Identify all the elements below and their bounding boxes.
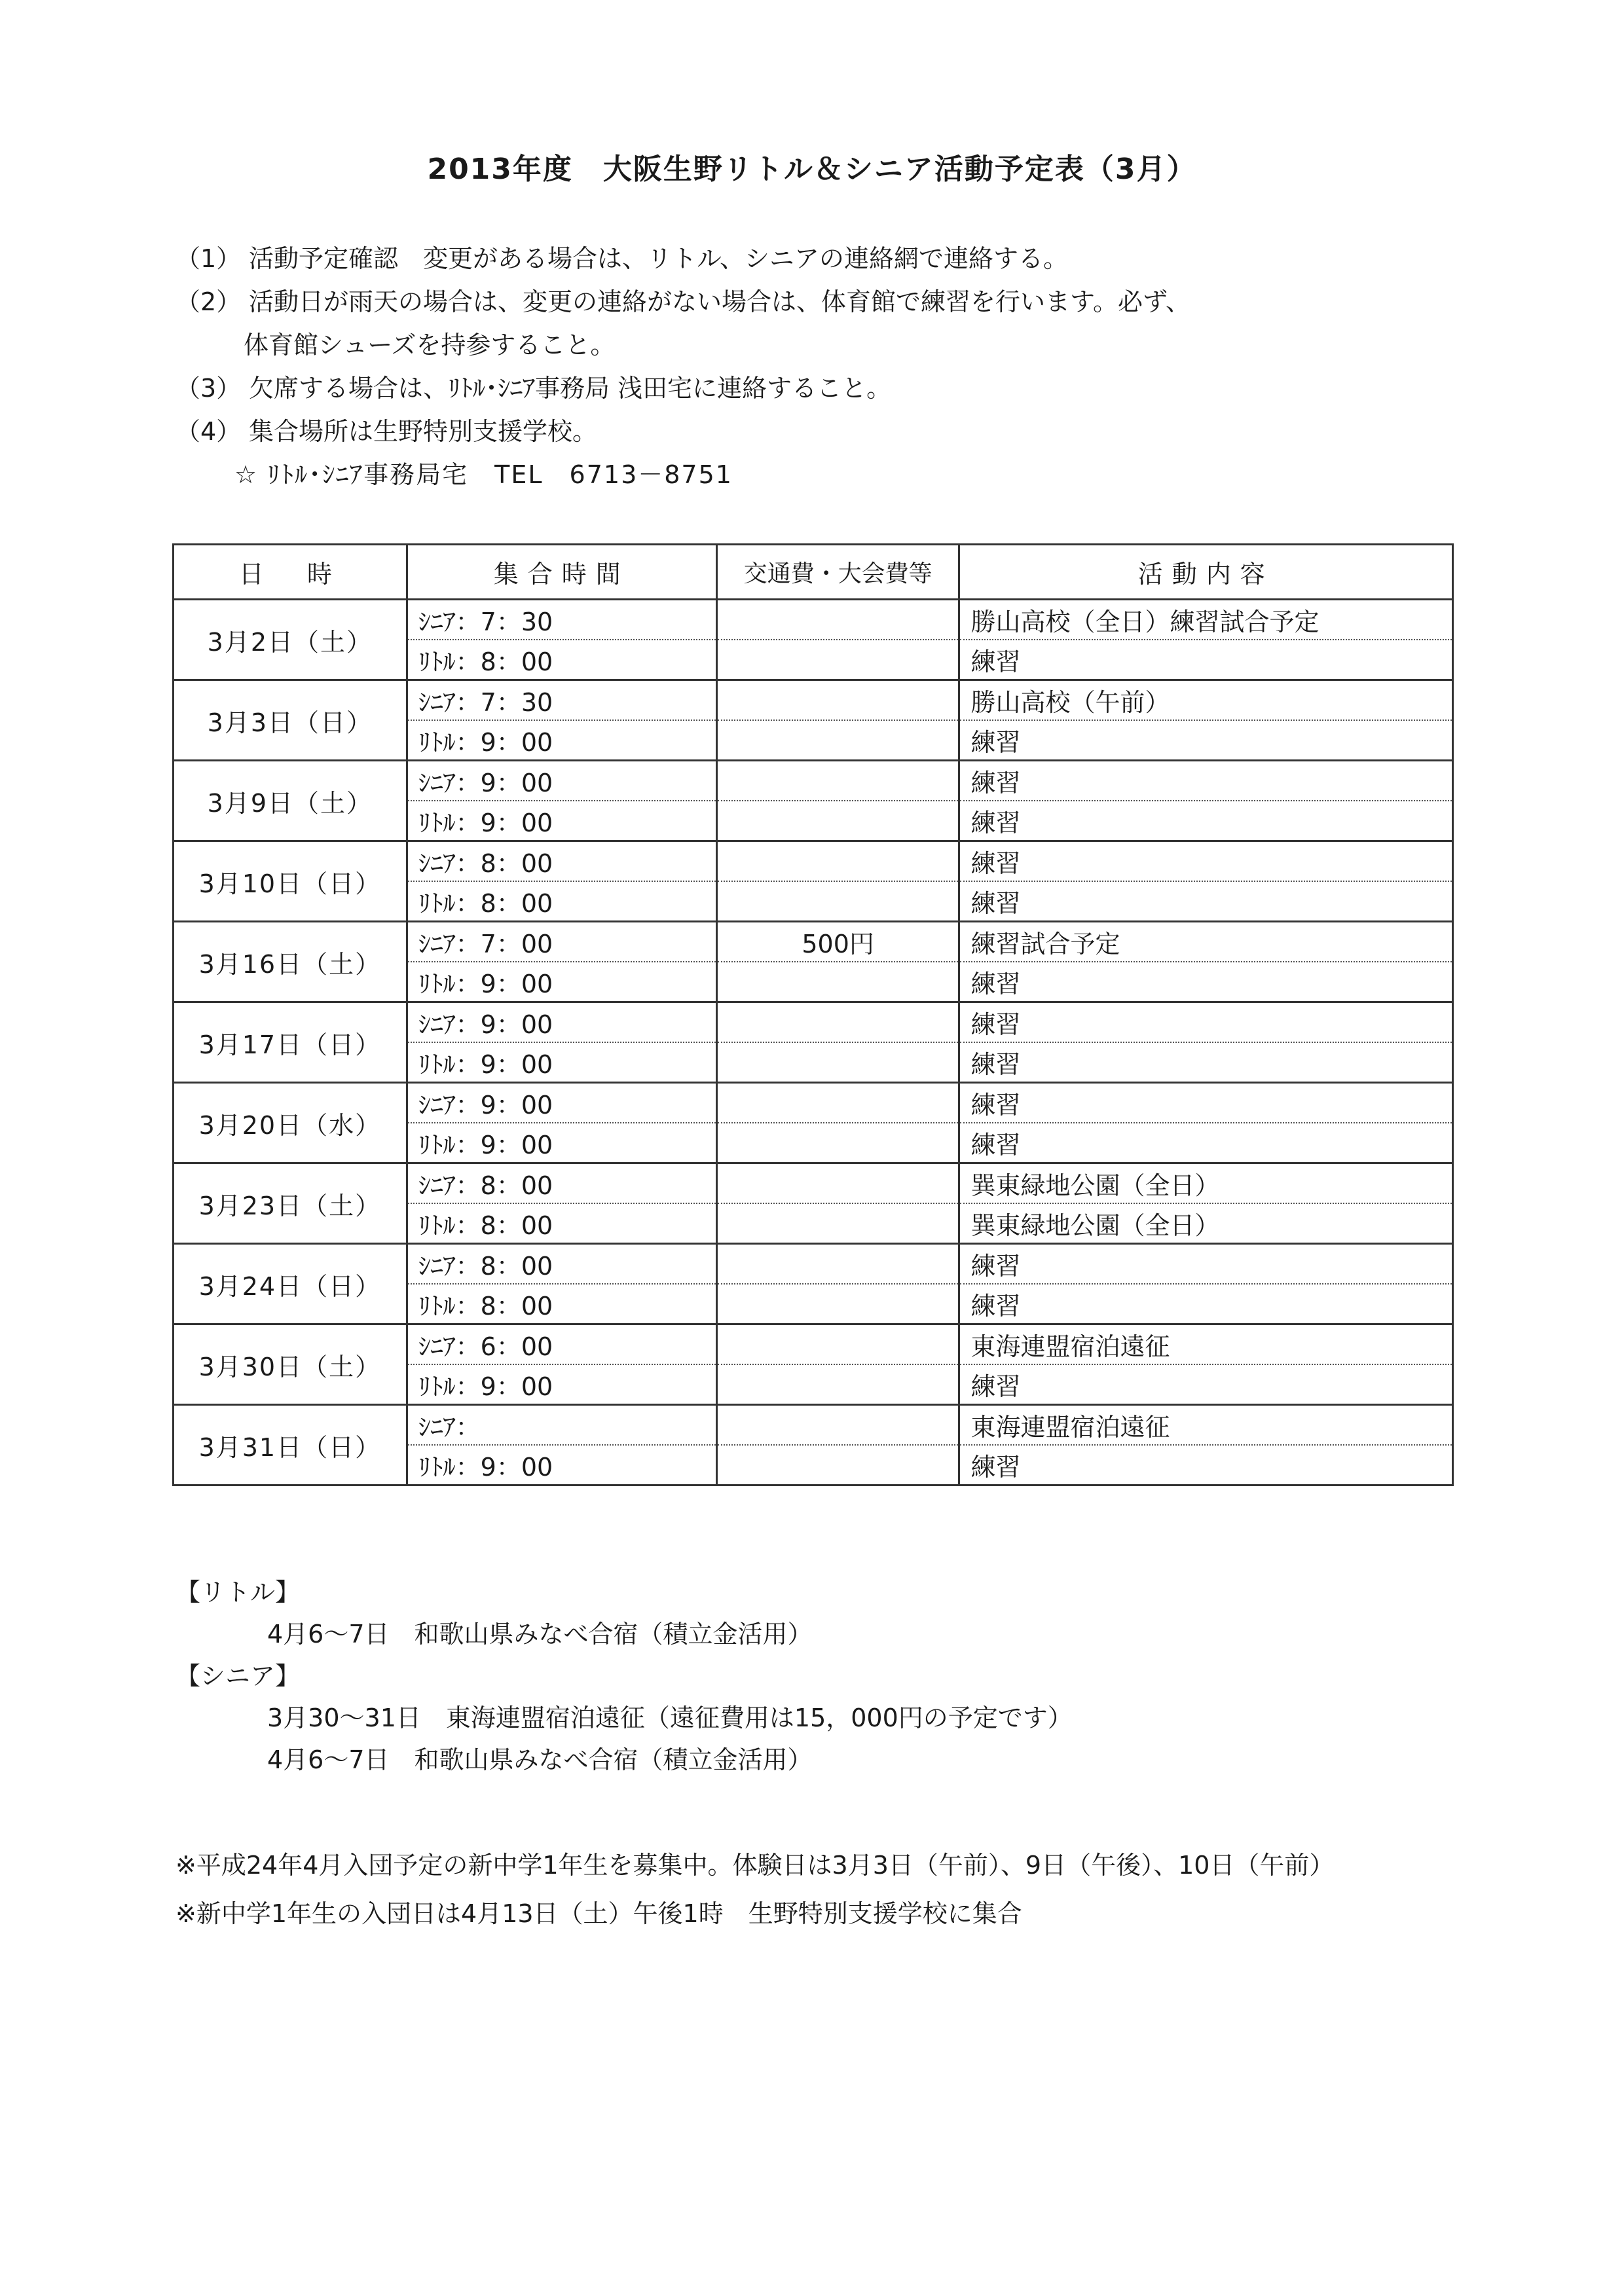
note-number: （4） [175, 417, 242, 446]
senior-meeting-time: ｼﾆｱ：7：00 [407, 922, 716, 962]
notes-list [175, 237, 1190, 496]
little-meeting-time: ﾘﾄﾙ：9：00 [407, 962, 716, 1002]
note-item [175, 323, 1190, 367]
header-fee: 交通費・大会費等 [716, 545, 959, 600]
table-row [174, 841, 1453, 882]
little-activity: 練習 [959, 720, 1453, 761]
little-fee [716, 1445, 959, 1485]
joining-day-note: ※新中学1年生の入団日は4月13日（土）午後1時 生野特別支援学校に集合 [175, 1899, 1022, 1928]
little-activity: 巽東緑地公園（全日） [959, 1203, 1453, 1244]
recruitment-note: ※平成24年4月入団予定の新中学1年生を募集中。体験日は3月3日（午前）、9日（午後）、10日（午前） [175, 1851, 1335, 1880]
footer-notes [175, 1841, 1334, 1938]
row-date: 3月16日（土） [174, 922, 407, 1002]
little-fee [716, 801, 959, 841]
row-date: 3月17日（日） [174, 1002, 407, 1083]
little-meeting-time: ﾘﾄﾙ：9：00 [407, 1123, 716, 1163]
senior-fee [716, 841, 959, 882]
senior-activity: 練習 [959, 841, 1453, 882]
note-text: 活動予定確認 変更がある場合は、リトル、シニアの連絡網で連絡する。 [249, 244, 1068, 273]
header-activity: 活動内容 [959, 545, 1453, 600]
little-activity: 練習 [959, 881, 1453, 922]
senior-fee [716, 761, 959, 801]
senior-activity: 東海連盟宿泊遠征 [959, 1324, 1453, 1365]
row-date: 3月10日（日） [174, 841, 407, 922]
little-meeting-time: ﾘﾄﾙ：8：00 [407, 1203, 716, 1244]
little-activity: 練習 [959, 1364, 1453, 1405]
row-date: 3月20日（水） [174, 1083, 407, 1163]
senior-meeting-time: ｼﾆｱ：8：00 [407, 1244, 716, 1285]
note-item [175, 367, 1190, 410]
senior-fee [716, 1002, 959, 1043]
little-fee [716, 1284, 959, 1324]
senior-fee [716, 600, 959, 640]
senior-meeting-time: ｼﾆｱ： [407, 1405, 716, 1446]
note-number: （1） [175, 244, 242, 273]
little-meeting-time: ﾘﾄﾙ：9：00 [407, 720, 716, 761]
senior-activity: 勝山高校（午前） [959, 680, 1453, 721]
senior-meeting-time: ｼﾆｱ：9：00 [407, 761, 716, 801]
little-meeting-time: ﾘﾄﾙ：8：00 [407, 881, 716, 922]
row-date: 3月3日（日） [174, 680, 407, 761]
row-date: 3月31日（日） [174, 1405, 407, 1485]
senior-fee [716, 1244, 959, 1285]
little-fee [716, 720, 959, 761]
senior-meeting-time: ｼﾆｱ：8：00 [407, 1163, 716, 1204]
row-date: 3月24日（日） [174, 1244, 407, 1324]
senior-meeting-time: ｼﾆｱ：7：30 [407, 680, 716, 721]
little-activity: 練習 [959, 1042, 1453, 1083]
row-date: 3月30日（土） [174, 1324, 407, 1405]
table-row [174, 1083, 1453, 1123]
little-meeting-time: ﾘﾄﾙ：9：00 [407, 801, 716, 841]
little-fee [716, 1042, 959, 1083]
page-title: 2013年度 大阪生野リトル＆シニア活動予定表（3月） [427, 153, 1197, 186]
senior-activity: 巽東緑地公園（全日） [959, 1163, 1453, 1204]
office-telephone: ☆ ﾘﾄﾙ･ｼﾆｱ事務局宅 TEL 6713－8751 [234, 460, 733, 489]
senior-activity: 練習 [959, 1244, 1453, 1285]
table-row [174, 1244, 1453, 1285]
table-row [174, 761, 1453, 801]
row-date: 3月23日（土） [174, 1163, 407, 1244]
senior-activity: 東海連盟宿泊遠征 [959, 1405, 1453, 1446]
little-heading: 【リトル】 [175, 1578, 301, 1607]
senior-meeting-time: ｼﾆｱ：7：30 [407, 600, 716, 640]
senior-fee [716, 1163, 959, 1204]
schedule-table [172, 543, 1454, 1486]
senior-fee [716, 1405, 959, 1446]
senior-activity: 練習試合予定 [959, 922, 1453, 962]
little-meeting-time: ﾘﾄﾙ：8：00 [407, 640, 716, 680]
little-activity: 練習 [959, 1123, 1453, 1163]
note-number: （2） [175, 287, 242, 316]
little-meeting-time: ﾘﾄﾙ：9：00 [407, 1445, 716, 1485]
table-row [174, 1002, 1453, 1043]
senior-meeting-time: ｼﾆｱ：9：00 [407, 1083, 716, 1123]
little-meeting-time: ﾘﾄﾙ：9：00 [407, 1364, 716, 1405]
note-text: 体育館シューズを持参すること。 [244, 331, 616, 359]
note-text: 欠席する場合は、ﾘﾄﾙ･ｼﾆｱ事務局 浅田宅に連絡すること。 [249, 374, 892, 403]
senior-meeting-time: ｼﾆｱ：9：00 [407, 1002, 716, 1043]
table-row [174, 600, 1453, 640]
little-fee [716, 1364, 959, 1405]
little-activity: 練習 [959, 1445, 1453, 1485]
little-fee [716, 881, 959, 922]
little-activity: 練習 [959, 962, 1453, 1002]
senior-trip-item: 3月30～31日 東海連盟宿泊遠征（遠征費用は15，000円の予定です） [267, 1704, 1073, 1732]
senior-activity: 練習 [959, 1083, 1453, 1123]
table-row [174, 1324, 1453, 1365]
senior-activity: 勝山高校（全日）練習試合予定 [959, 600, 1453, 640]
note-number: （3） [175, 374, 242, 403]
senior-fee: 500円 [716, 922, 959, 962]
little-fee [716, 962, 959, 1002]
little-activity: 練習 [959, 801, 1453, 841]
senior-activity: 練習 [959, 1002, 1453, 1043]
trip-notes [175, 1571, 1073, 1781]
header-meeting-time: 集合時間 [407, 545, 716, 600]
row-date: 3月9日（土） [174, 761, 407, 841]
senior-meeting-time: ｼﾆｱ：6：00 [407, 1324, 716, 1365]
senior-fee [716, 680, 959, 721]
row-date: 3月2日（土） [174, 600, 407, 680]
senior-trip-item: 4月6～7日 和歌山県みなべ合宿（積立金活用） [267, 1745, 813, 1774]
senior-heading: 【シニア】 [175, 1662, 301, 1690]
little-meeting-time: ﾘﾄﾙ：9：00 [407, 1042, 716, 1083]
senior-fee [716, 1324, 959, 1365]
little-fee [716, 1123, 959, 1163]
little-activity: 練習 [959, 1284, 1453, 1324]
note-item [175, 280, 1190, 323]
little-trip-item: 4月6～7日 和歌山県みなべ合宿（積立金活用） [267, 1620, 813, 1649]
little-activity: 練習 [959, 640, 1453, 680]
note-text: 集合場所は生野特別支援学校。 [249, 417, 598, 446]
header-date: 日 時 [174, 545, 407, 600]
little-fee [716, 640, 959, 680]
table-row [174, 1163, 1453, 1204]
little-meeting-time: ﾘﾄﾙ：8：00 [407, 1284, 716, 1324]
little-fee [716, 1203, 959, 1244]
table-header-row [174, 545, 1453, 600]
senior-fee [716, 1083, 959, 1123]
table-row [174, 680, 1453, 721]
senior-meeting-time: ｼﾆｱ：8：00 [407, 841, 716, 882]
table-row [174, 922, 1453, 962]
senior-activity: 練習 [959, 761, 1453, 801]
table-row [174, 1405, 1453, 1446]
note-item [175, 237, 1190, 280]
note-text: 活動日が雨天の場合は、変更の連絡がない場合は、体育館で練習を行います。必ず、 [249, 287, 1190, 316]
schedule-body [174, 600, 1453, 1485]
note-item [175, 410, 1190, 453]
